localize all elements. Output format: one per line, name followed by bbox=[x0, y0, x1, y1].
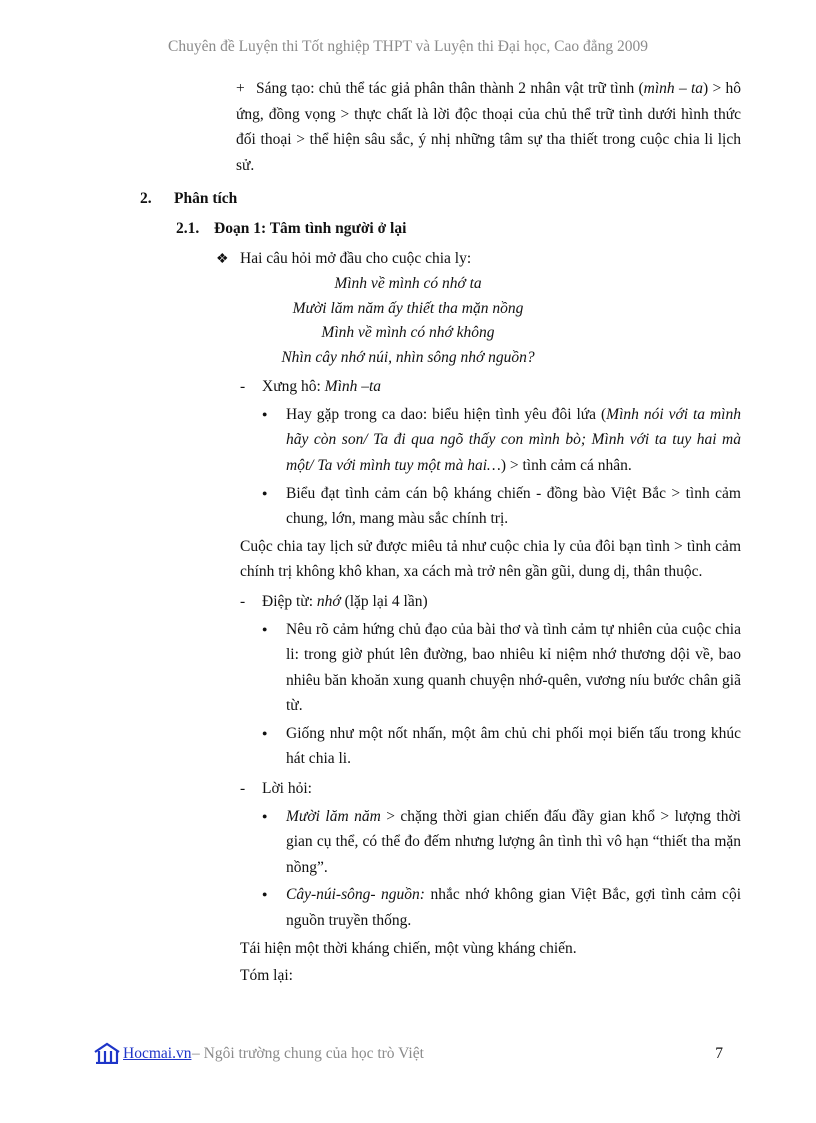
bullet-rest: ) > tình cảm cá nhân. bbox=[500, 456, 632, 474]
paragraph: Cuộc chia tay lịch sử được miêu tả như cuộc chia ly của đôi bạn tình > tình cảm chính trị không khô khan, xa cách mà trở nên gần gũi, dung dị, thân thuộc. bbox=[240, 537, 741, 581]
bullet-text: Nêu rõ cảm hứng chủ đạo của bài thơ và tình cảm tự nhiên của cuộc chia li: trong giờ phút lên đường, bao nhiêu kỉ niệm nhớ thương dội về, bao nhiêu băn khoăn xung quanh chuyện nhớ-quên, vương níu bước chân giã từ. bbox=[286, 620, 741, 715]
bullet-dot-icon bbox=[262, 402, 267, 430]
bullet-dot-icon bbox=[262, 882, 267, 910]
bullet-lead: Biểu đạt tình cảm cán bộ kháng chiến - đồng bào Việt Bắc > tình cảm chung, lớn, mang màu sắc chính trị. bbox=[286, 484, 741, 528]
paragraph: Tái hiện một thời kháng chiến, một vùng kháng chiến. bbox=[240, 939, 577, 957]
section-title: Phân tích bbox=[174, 190, 238, 208]
section-number: 2. bbox=[140, 190, 152, 208]
bullet-item bbox=[286, 721, 741, 772]
bullet-item bbox=[286, 402, 741, 479]
diamond-item-text: Hai câu hỏi mở đầu cho cuộc chia ly: bbox=[240, 249, 472, 267]
intro-rest: ) > hô ứng, đồng vọng > thực chất là lời độc thoại của chủ thể trữ tình dưới hình thức đối thoại > thể hiện sâu sắc, ý nhị những tâm sự tha thiết trong cuộc chia li lịch sử. bbox=[236, 80, 742, 174]
bullet-dot-icon bbox=[262, 481, 267, 509]
page-number: 7 bbox=[715, 1045, 723, 1062]
paragraph: Tóm lại: bbox=[240, 967, 293, 985]
dash-marker: - bbox=[240, 378, 246, 396]
bullet-lead: Hay gặp trong ca dao: biểu hiện tình yêu đôi lứa ( bbox=[286, 405, 607, 423]
bullet-em: Cây-núi-sông- nguồn: bbox=[286, 886, 425, 904]
poem-line: Mười lăm năm ấy thiết tha mặn nồng bbox=[292, 299, 524, 317]
poem-line: Mình về mình có nhớ không bbox=[321, 324, 495, 342]
hocmai-logo-icon bbox=[93, 1042, 121, 1064]
bullet-item bbox=[286, 617, 741, 719]
subsection-heading-2-1 bbox=[176, 216, 816, 242]
bullet-text: Giống như một nốt nhấn, một âm chủ chi phối mọi biến tấu trong khúc hát chia li. bbox=[286, 724, 741, 768]
subsection-number: 2.1. bbox=[176, 219, 200, 237]
dash-item-xung-ho bbox=[240, 374, 816, 400]
bullet-em: Mình nói với ta mình hãy còn son/ Ta đi qua ngõ thấy con mình bò; Mình với ta tuy hai mà một/ Ta với mình tuy một mà hai… bbox=[286, 405, 741, 474]
poem-line: Mình về mình có nhớ ta bbox=[334, 275, 482, 293]
bullet-em: Mười lăm năm bbox=[286, 807, 381, 825]
section-heading-2 bbox=[140, 186, 816, 212]
bullet-dot-icon bbox=[262, 721, 267, 749]
bullet-rest: nhắc nhớ không gian Việt Bắc, gợi tình cảm cội nguồn truyền thống. bbox=[286, 886, 741, 930]
dash-item-lead: Xưng hô: bbox=[262, 378, 325, 396]
intro-plus-paragraph bbox=[236, 76, 741, 178]
dash-item-em: nhớ bbox=[316, 592, 341, 610]
page-content bbox=[0, 76, 816, 989]
dash-item-em: Mình –ta bbox=[324, 378, 382, 396]
bullet-item bbox=[286, 882, 741, 933]
hocmai-site-link[interactable]: Hocmai.vn bbox=[123, 1045, 192, 1062]
dash-item-diep-tu bbox=[240, 589, 816, 615]
dash-item-loi-hoi bbox=[240, 776, 816, 802]
bullet-dot-icon bbox=[262, 617, 267, 645]
intro-em: mình – ta bbox=[643, 80, 704, 97]
bullet-dot-icon bbox=[262, 804, 267, 832]
dash-marker: - bbox=[240, 780, 246, 798]
bullet-item bbox=[286, 481, 741, 532]
dash-item-lead: Điệp từ: bbox=[262, 592, 317, 610]
diamond-bullet-icon: ❖ bbox=[216, 251, 229, 267]
diamond-list-item bbox=[216, 246, 816, 273]
bullet-rest: > chặng thời gian chiến đấu đầy gian khổ > lượng thời gian cụ thể, có thể đo đếm nhưng lượng ân tình thì vô hạn “thiết tha mặn nồng”. bbox=[286, 807, 741, 876]
poem-block bbox=[0, 272, 816, 370]
page-footer bbox=[93, 1042, 723, 1066]
dash-item-lead: Lời hỏi: bbox=[262, 780, 312, 798]
poem-line: Nhìn cây nhớ núi, nhìn sông nhớ nguồn? bbox=[281, 348, 535, 366]
footer-tagline: – Ngôi trường chung của học trò Việt bbox=[192, 1045, 424, 1062]
page-header: Chuyên đề Luyện thi Tốt nghiệp THPT và Luyện thi Đại học, Cao đẳng 2009 bbox=[167, 38, 648, 55]
plus-marker: + bbox=[236, 80, 245, 97]
bullet-item bbox=[286, 804, 741, 881]
dash-item-rest: (lặp lại 4 lần) bbox=[340, 592, 428, 610]
dash-marker: - bbox=[240, 592, 246, 610]
subsection-title: Đoạn 1: Tâm tình người ở lại bbox=[214, 219, 407, 237]
intro-lead: Sáng tạo: chủ thể tác giả phân thân thành 2 nhân vật trữ tình ( bbox=[256, 80, 644, 97]
